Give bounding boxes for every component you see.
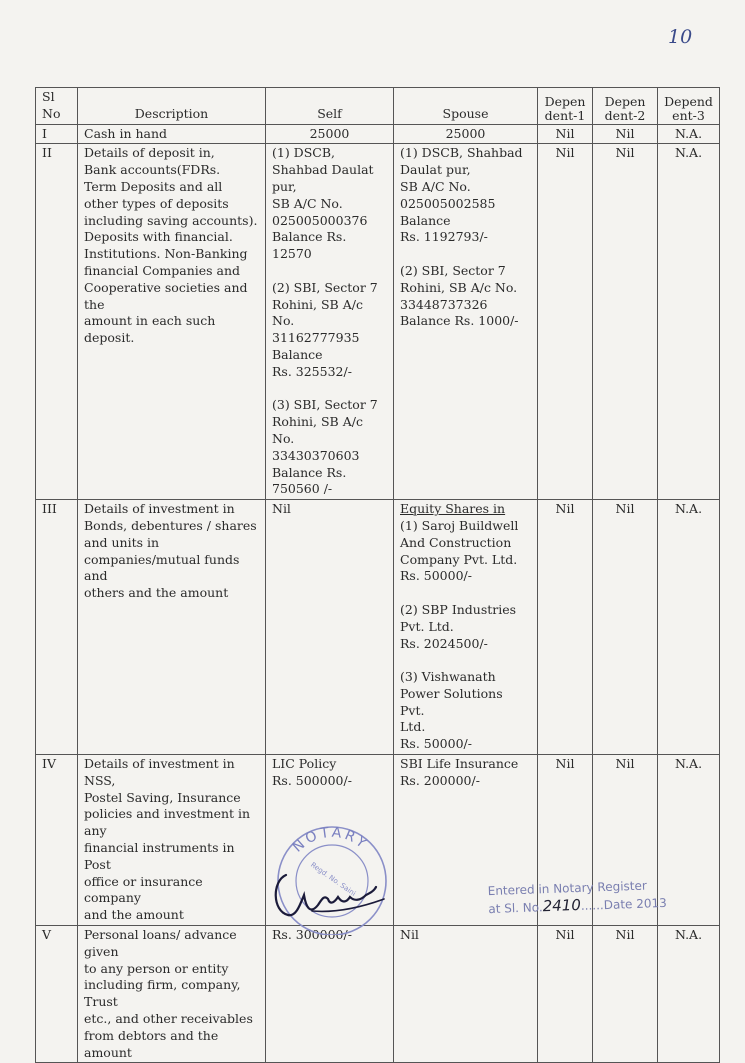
text-line: Balance Rs. 1000/- (400, 313, 519, 329)
row-dependent-3: N.A. (658, 500, 720, 755)
text-line: amount in each such deposit. (84, 313, 216, 346)
text-line: Term Deposits and all (84, 178, 223, 194)
text-line (400, 652, 531, 669)
row-description (78, 926, 266, 1063)
row-dependent-1: Nil (538, 124, 593, 144)
text-line: Ltd. (400, 719, 426, 735)
table-row (36, 144, 720, 500)
register-line-2: at Sl. No.2410......Date 2013 (488, 895, 667, 917)
row-dependent-3: N.A. (658, 124, 720, 144)
text-line: (3) SBI, Sector 7 (272, 397, 378, 413)
text-line (272, 381, 387, 398)
text-line: Balance Rs. 12570 (272, 229, 347, 262)
header-sl-no: Sl No (36, 88, 78, 125)
row-dependent-1: Nil (538, 755, 593, 926)
text-line: Bonds, debentures / shares (84, 517, 257, 533)
text-line: SB A/C No. (272, 195, 343, 211)
row-sl: III (36, 500, 78, 755)
text-line: 31162777935 (272, 330, 360, 346)
text-line: SB A/C No. (400, 178, 471, 194)
text-line: other types of deposits (84, 195, 229, 211)
text-line: Rs. 325532/- (272, 363, 352, 379)
row-description: Cash in hand (78, 124, 266, 144)
text-line: Rs. 2024500/- (400, 635, 488, 651)
stamp-text: NOTARY (289, 824, 372, 856)
row-dependent-3: N.A. (658, 755, 720, 926)
text-line: Balance Rs. (272, 464, 347, 480)
text-line: Rohini, SB A/c No. (272, 414, 363, 446)
text-line: Personal loans/ advance given (84, 927, 237, 959)
text-line (272, 263, 387, 280)
text-line: Postel Saving, Insurance (84, 789, 241, 805)
row-description (78, 144, 266, 500)
row-dependent-2: Nil (593, 124, 658, 144)
row-dependent-2: Nil (593, 500, 658, 755)
text-line: Bank accounts(FDRs. (84, 162, 221, 178)
text-line: (2) SBI, Sector 7 (272, 279, 378, 295)
text-line: Details of deposit in, (84, 145, 215, 161)
table-row (36, 926, 720, 1063)
row-sl: V (36, 926, 78, 1063)
text-line: (2) SBI, Sector 7 (400, 262, 506, 278)
text-line: companies/mutual funds and (84, 551, 240, 584)
row-description (78, 755, 266, 926)
text-line: including saving accounts). (84, 212, 258, 228)
header-dependent-1: Depen dent-1 (538, 88, 593, 125)
text-line: Rs. 50000/- (400, 568, 472, 584)
row-sl: I (36, 124, 78, 144)
row-sl: II (36, 144, 78, 500)
row-dependent-3: N.A. (658, 144, 720, 500)
text-line: and units in (84, 534, 160, 550)
row-dependent-2: Nil (593, 144, 658, 500)
row-spouse: 25000 (394, 124, 538, 144)
text-line: others and the amount (84, 585, 229, 601)
text-line: Details of investment in (84, 501, 235, 517)
text-line: to any person or entity (84, 960, 229, 976)
text-line: Rohini, SB A/c No. (272, 296, 363, 329)
signature (276, 875, 376, 915)
header-spouse: Spouse (394, 88, 538, 125)
text-line: policies and investment in any (84, 806, 251, 839)
text-line: And Construction (400, 534, 512, 550)
notary-register-note (487, 877, 667, 918)
text-line: pur, (272, 178, 297, 194)
text-line: Pvt. Ltd. (400, 618, 454, 634)
register-serial: 2410 (542, 895, 582, 916)
equity-list (400, 518, 531, 753)
text-line: (3) Vishwanath (400, 669, 496, 685)
text-line: Shahbad Daulat (272, 162, 374, 178)
table-row (36, 500, 720, 755)
row-dependent-1: Nil (538, 926, 593, 1063)
text-line: (1) DSCB, Shahbad (400, 145, 523, 161)
text-line: 025005002585 (400, 195, 496, 211)
text-line: Company Pvt. Ltd. (400, 551, 518, 567)
text-line: financial Companies and (84, 262, 241, 278)
row-spouse (394, 144, 538, 500)
stamp-inner-text: Regd. No. Saini (309, 860, 358, 898)
text-line: Balance (400, 212, 451, 228)
text-line: office or insurance company (84, 873, 203, 906)
text-line (400, 246, 531, 263)
text-line: (1) DSCB, (272, 145, 335, 161)
row-dependent-1: Nil (538, 144, 593, 500)
text-line: 33448737326 (400, 296, 488, 312)
table-row (36, 124, 720, 144)
text-line: Daulat pur, (400, 162, 471, 178)
text-line: Balance (272, 346, 323, 362)
header-description: Description (78, 88, 266, 125)
row-self (266, 144, 394, 500)
row-self: Nil (266, 500, 394, 755)
equity-heading: Equity Shares in (400, 501, 506, 517)
text-line: Rs. 50000/- (400, 736, 472, 752)
text-line: 750560 /- (272, 481, 333, 497)
text-line: Rs. 1192793/- (400, 229, 488, 245)
text-line: Institutions. Non-Banking (84, 246, 248, 262)
text-line: etc., and other receivables (84, 1011, 253, 1027)
header-self: Self (266, 88, 394, 125)
row-dependent-1: Nil (538, 500, 593, 755)
text-line: LIC Policy (272, 756, 337, 772)
text-line: Details of investment in NSS, (84, 756, 235, 788)
text-line: Rohini, SB A/c No. (400, 279, 518, 295)
row-spouse: Nil (394, 926, 538, 1063)
text-line: 025005000376 (272, 212, 368, 228)
text-line: Rs. 500000/- (272, 772, 352, 788)
text-line: 33430370603 (272, 447, 360, 463)
text-line: Power Solutions Pvt. (400, 685, 503, 718)
row-spouse (394, 500, 538, 755)
notary-stamp (266, 815, 398, 935)
text-line: financial instruments in Post (84, 840, 235, 872)
table-header-row (36, 88, 720, 125)
row-description (78, 500, 266, 755)
row-dependent-2: Nil (593, 755, 658, 926)
row-sl: IV (36, 755, 78, 926)
row-self: 25000 (266, 124, 394, 144)
text-line: (2) SBP Industries (400, 601, 517, 617)
row-spouse: SBI Life Insurance Rs. 200000/- (394, 755, 538, 926)
row-self: Rs. 300000/- (266, 926, 394, 1063)
text-line: including firm, company, Trust (84, 977, 241, 1010)
text-line: from debtors and the amount (84, 1027, 219, 1060)
page-number: 10 (668, 26, 693, 48)
row-dependent-3: N.A. (658, 926, 720, 1063)
text-line: Deposits with financial. (84, 229, 233, 245)
text-line (400, 585, 531, 602)
text-line: Cooperative societies and the (84, 279, 248, 312)
row-dependent-2: Nil (593, 926, 658, 1063)
text-line: and the amount (84, 907, 184, 923)
register-line-1: Entered in Notary Register (487, 878, 648, 899)
header-dependent-2: Depen dent-2 (593, 88, 658, 125)
header-dependent-3: Depend ent-3 (658, 88, 720, 125)
text-line: (1) Saroj Buildwell (400, 517, 519, 533)
